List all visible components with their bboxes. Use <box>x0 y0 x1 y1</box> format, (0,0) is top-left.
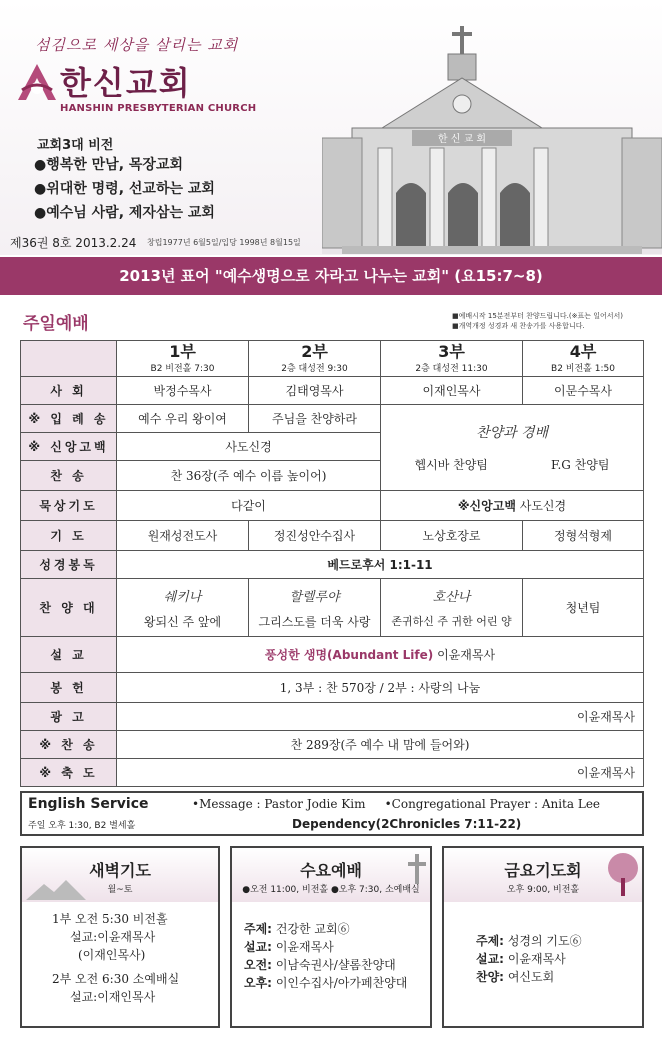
church-name: 한신교회 <box>60 64 192 102</box>
prayer-cell: 원재성전도사 <box>117 521 249 551</box>
closing-hymn-cell: 찬 289장(주 예수 내 맘에 들어와) <box>117 731 644 759</box>
dawn-line: 설교:이윤재목사 <box>70 930 156 944</box>
prayer-cell: 정진성안수집사 <box>249 521 381 551</box>
service-place: 2층 대성전 9:30 <box>281 364 348 374</box>
dawn-line: 1부 오전 5:30 비전홀 <box>52 912 168 926</box>
row-label: ※ 신앙고백 <box>21 433 117 461</box>
service-name: 3부 <box>438 342 465 361</box>
prayer-leader: •Congregational Prayer : Anita Lee <box>384 797 601 811</box>
meditation-cell: 다같이 <box>117 491 381 521</box>
choir-name: 할렐루야 <box>289 589 340 605</box>
prayer-cell: 정형석형제 <box>523 521 644 551</box>
praise-title: 찬양과 경배 <box>475 425 549 441</box>
church-building-image <box>322 18 662 254</box>
service-name: 4부 <box>569 342 597 361</box>
friday-details <box>476 932 582 986</box>
row-key: 주제: <box>244 922 272 936</box>
wednesday-title: 수요예배 <box>300 861 362 880</box>
row-key: 설교: <box>244 940 272 954</box>
dawn-details <box>52 910 179 1006</box>
reading-row <box>21 551 644 579</box>
row-label: ※ 축 도 <box>21 759 117 787</box>
meditation-row <box>21 491 644 521</box>
wednesday-row <box>244 956 407 974</box>
row-label: 묵상기도 <box>21 491 117 521</box>
service-col-2 <box>249 341 381 377</box>
church-name-en: HANSHIN PRESBYTERIAN CHURCH <box>60 103 257 114</box>
worship-note: ■예배시작 15분전부터 찬양드립니다.(※표는 일어서서) <box>452 312 623 320</box>
dawn-line: 2부 오전 6:30 소예배실 <box>52 972 180 986</box>
dawn-days: 월~토 <box>107 885 133 895</box>
worship-section-title: 주일예배 <box>23 314 89 334</box>
notice-cell: 이윤재목사 <box>117 703 644 731</box>
choir-cell <box>381 579 523 637</box>
row-value: 여신도회 <box>507 970 555 984</box>
row-label: ※ 입 례 송 <box>21 405 117 433</box>
row-label: 성경봉독 <box>21 551 117 579</box>
hymn-cell: 찬 36장(주 예수 이름 높이어) <box>117 461 381 491</box>
friday-row <box>476 932 582 950</box>
service-col-4 <box>523 341 644 377</box>
row-value: 이인수집사/아가페찬양대 <box>275 976 408 990</box>
row-label: 찬 송 <box>21 461 117 491</box>
dawn-line: 설교:이재인목사 <box>70 990 156 1004</box>
friday-time: 오후 9:00, 비전홀 <box>506 885 580 895</box>
service-name: 1부 <box>169 342 196 361</box>
wednesday-details <box>244 920 407 992</box>
dawn-prayer-box <box>20 846 220 1028</box>
creed-34-cell <box>381 491 644 521</box>
dawn-title: 새벽기도 <box>89 861 151 880</box>
notice-row <box>21 703 644 731</box>
church-logo-icon <box>14 60 60 106</box>
reading-cell: 베드로후서 1:1-11 <box>117 551 644 579</box>
friday-prayer-box <box>442 846 644 1028</box>
choir-song: 왕되신 주 앞에 <box>143 614 222 629</box>
founded-date: 창립1977년 6월5일/입당 1998년 8월15일 <box>147 238 301 247</box>
choir-cell <box>117 579 249 637</box>
dawn-line: (이재인목사) <box>78 948 146 962</box>
praise-worship-cell <box>381 405 644 491</box>
wednesday-row <box>244 974 407 992</box>
wednesday-row <box>244 938 407 956</box>
sermon-cell <box>117 637 644 673</box>
row-key: 오후: <box>244 976 272 990</box>
building-sign: 한 신 교 회 <box>437 134 487 145</box>
creed-cell: 사도신경 <box>117 433 381 461</box>
sermon-row <box>21 637 644 673</box>
host-cell: 이문수목사 <box>523 377 644 405</box>
choir-row <box>21 579 644 637</box>
row-label: 봉 헌 <box>21 673 117 703</box>
row-key: 주제: <box>476 934 504 948</box>
entrance-cell: 주님을 찬양하라 <box>249 405 381 433</box>
vision-item: ●행복한 만남, 목장교회 <box>34 157 183 173</box>
sermon-title: 풍성한 생명(Abundant Life) <box>264 648 434 662</box>
friday-row <box>476 968 582 986</box>
english-service-time: 주일 오후 1:30, B2 별세홀 <box>28 821 136 831</box>
entrance-cell: 예수 우리 왕이여 <box>117 405 249 433</box>
closing-hymn-row <box>21 731 644 759</box>
corner-cell <box>21 341 117 377</box>
row-label: 설 교 <box>21 637 117 673</box>
creed-34-label: ※신앙고백 <box>457 499 516 513</box>
benediction-row <box>21 759 644 787</box>
row-label: 찬 양 대 <box>21 579 117 637</box>
bulletin-header <box>0 0 662 255</box>
row-value: 성경의 기도⑥ <box>507 934 582 948</box>
service-col-1 <box>117 341 249 377</box>
choir-cell: 청년팀 <box>523 579 644 637</box>
english-message <box>192 797 600 811</box>
row-key: 찬양: <box>476 970 504 984</box>
row-label: 기 도 <box>21 521 117 551</box>
yearly-motto-banner: 2013년 표어 "예수생명으로 자라고 나누는 교회" (요15:7~8) <box>0 257 662 295</box>
service-name: 2부 <box>301 342 328 361</box>
english-topic: Dependency(2Chronicles 7:11-22) <box>292 817 522 831</box>
service-header-row <box>21 341 644 377</box>
wednesday-row <box>244 920 407 938</box>
wednesday-times: ●오전 11:00, 비전홀 ●오후 7:30, 소예배실 <box>242 885 420 895</box>
prayer-cell: 노상호장로 <box>381 521 523 551</box>
choir-cell <box>249 579 381 637</box>
vision-item: ●위대한 명령, 선교하는 교회 <box>34 181 215 197</box>
praise-team-3: 헵시바 찬양팀 <box>414 458 488 472</box>
sunday-worship-table <box>20 340 644 787</box>
row-value: 건강한 교회⑥ <box>275 922 350 936</box>
row-value: 이윤재목사 <box>507 952 566 966</box>
choir-name: 쉐키나 <box>163 589 202 605</box>
row-value: 이윤재목사 <box>275 940 334 954</box>
service-place: 2층 대성전 11:30 <box>415 364 488 374</box>
row-key: 오전: <box>244 958 272 972</box>
service-place: B2 비전홀 7:30 <box>150 364 215 374</box>
row-label: 광 고 <box>21 703 117 731</box>
friday-title: 금요기도회 <box>504 861 582 880</box>
host-cell: 박정수목사 <box>117 377 249 405</box>
praise-team-4: F.G 찬양팀 <box>550 458 610 472</box>
wednesday-service-box <box>230 846 432 1028</box>
benediction-cell: 이윤재목사 <box>117 759 644 787</box>
choir-song: 그리스도를 더욱 사랑 <box>258 614 371 629</box>
church-slogan: 섬김으로 세상을 살리는 교회 <box>35 36 239 54</box>
message-speaker: •Message : Pastor Jodie Kim <box>192 797 366 811</box>
english-service-box <box>20 791 644 836</box>
english-service-title: English Service <box>28 796 149 812</box>
choir-song: 존귀하신 주 귀한 어린 양 <box>391 615 512 628</box>
row-key: 설교: <box>476 952 504 966</box>
worship-note: ■개역개정 성경과 새 찬송가를 사용합니다. <box>452 322 585 330</box>
host-row <box>21 377 644 405</box>
vision-title: 교회3대 비전 <box>37 138 114 153</box>
service-col-3 <box>381 341 523 377</box>
friday-row <box>476 950 582 968</box>
row-label: 사 회 <box>21 377 117 405</box>
sermon-preacher: 이윤재목사 <box>437 648 496 662</box>
offering-cell: 1, 3부 : 찬 570장 / 2부 : 사랑의 나눔 <box>117 673 644 703</box>
entrance-row <box>21 405 644 433</box>
creed-34-value: 사도신경 <box>519 499 567 513</box>
choir-name: 호산나 <box>432 590 471 605</box>
offering-row <box>21 673 644 703</box>
issue-number: 제36권 8호 2013.2.24 <box>10 236 137 250</box>
host-cell: 이재인목사 <box>381 377 523 405</box>
vision-item: ●예수님 사람, 제자삼는 교회 <box>34 205 215 221</box>
row-label: ※ 찬 송 <box>21 731 117 759</box>
prayer-row <box>21 521 644 551</box>
host-cell: 김태영목사 <box>249 377 381 405</box>
service-place: B2 비전홀 1:50 <box>551 364 615 374</box>
row-value: 이남숙권사/샬롬찬양대 <box>275 958 396 972</box>
